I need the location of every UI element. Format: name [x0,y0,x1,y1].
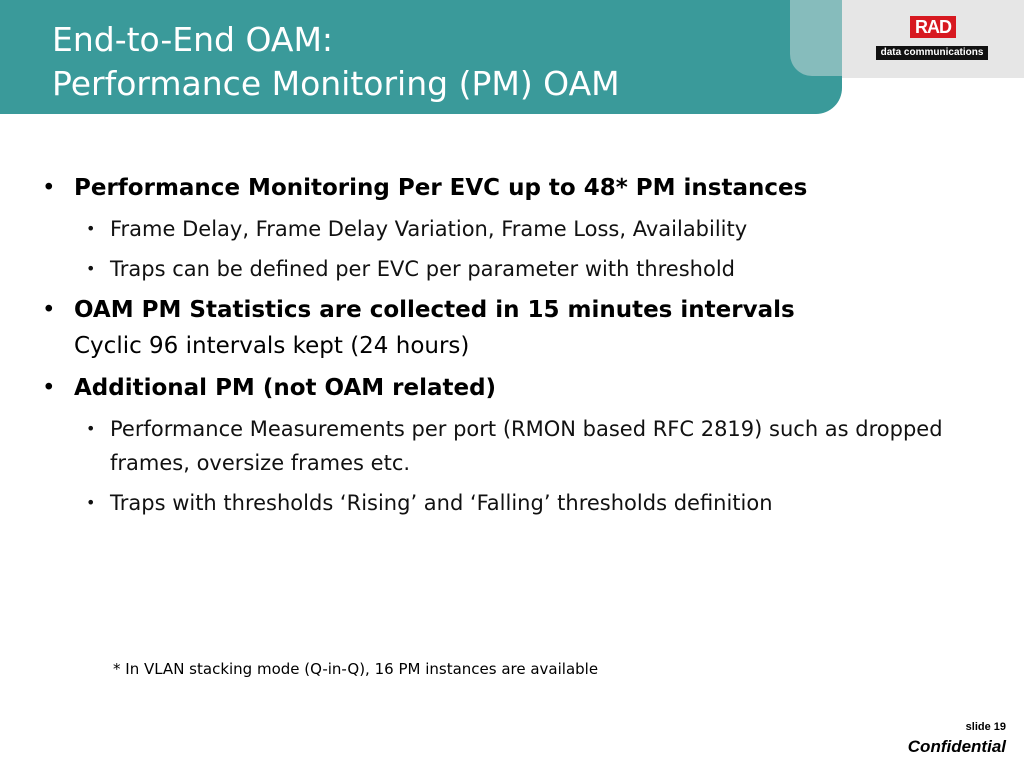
sub-bullet-1-2-text: Traps can be defined per EVC per parameter with threshold [110,257,735,281]
sub-bullet-3-1-text: Performance Measurements per port (RMON based RFC 2819) such as dropped frames, oversize frames etc. [110,417,943,475]
sub-bullet-dot-icon: • [86,419,96,438]
bullet-1-text: Performance Monitoring Per EVC up to 48* PM instances [74,175,808,201]
sub-bullet-1-2 [40,252,1000,286]
bullet-1 [40,170,1000,206]
logo-subtitle: data communications [876,46,988,60]
bullet-2-text: OAM PM Statistics are collected in 15 minutes intervals [74,297,795,323]
bullet-dot-icon: • [42,297,56,323]
slide-title [52,18,620,106]
confidential-label: Confidential [907,737,1006,756]
sub-bullet-dot-icon: • [86,259,96,278]
sub-bullet-3-2-text: Traps with thresholds ‘Rising’ and ‘Falling’ thresholds definition [110,491,773,515]
sub-bullet-1-1 [40,212,1000,246]
slide-body [40,170,1000,526]
footnote: * In VLAN stacking mode (Q-in-Q), 16 PM instances are available [113,660,599,678]
logo-rad-mark: RAD [910,16,956,38]
slide-title-line-1: End-to-End OAM: [52,20,334,59]
title-bar-accent [790,0,842,76]
sub-bullet-dot-icon: • [86,219,96,238]
bullet-dot-icon: • [42,175,56,201]
sub-bullet-3-2 [40,486,1000,520]
slide-number: slide 19 [965,721,1006,733]
slide-title-line-2: Performance Monitoring (PM) OAM [52,64,620,103]
bullet-2 [40,292,1000,364]
sub-bullet-1-1-text: Frame Delay, Frame Delay Variation, Frame Loss, Availability [110,217,748,241]
title-bar [0,0,842,114]
bullet-2-continuation: Cyclic 96 intervals kept (24 hours) [74,333,470,359]
rad-logo [876,16,988,62]
sub-bullet-3-1 [40,412,1000,480]
bullet-dot-icon: • [42,375,56,401]
bullet-3 [40,370,1000,406]
bullet-3-text: Additional PM (not OAM related) [74,375,497,401]
sub-bullet-dot-icon: • [86,493,96,512]
